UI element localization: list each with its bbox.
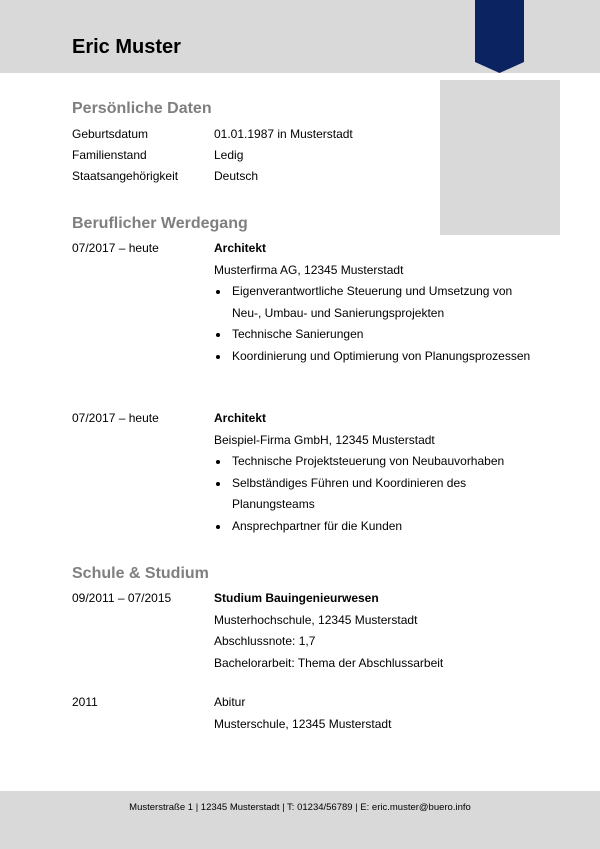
row-label: Staatsangehörigkeit bbox=[72, 169, 179, 183]
entry-position: Architekt bbox=[214, 241, 267, 255]
list-item: Technische Sanierungen bbox=[214, 324, 534, 346]
section-title-personal: Persönliche Daten bbox=[72, 100, 212, 117]
list-item: Ansprechpartner für die Kunden bbox=[214, 516, 534, 538]
entry-bullets bbox=[214, 451, 534, 537]
list-item: Koordinierung und Optimierung von Planungsprozessen bbox=[214, 346, 534, 368]
entry-school: Musterhochschule, 12345 Musterstadt bbox=[214, 612, 418, 627]
entry-bullets bbox=[214, 281, 534, 367]
entry-date: 09/2011 – 07/2015 bbox=[72, 591, 172, 605]
list-item: Technische Projektsteuerung von Neubauvorhaben bbox=[214, 451, 534, 473]
entry-company: Musterfirma AG, 12345 Musterstadt bbox=[214, 262, 404, 277]
footer-band bbox=[0, 791, 600, 849]
row-label: Geburtsdatum bbox=[72, 127, 149, 141]
entry-degree: Studium Bauingenieurwesen bbox=[214, 591, 379, 605]
row-value: Deutsch bbox=[214, 169, 259, 183]
section-title-career: Beruflicher Werdegang bbox=[72, 215, 248, 232]
photo-placeholder bbox=[440, 80, 560, 235]
row-value: 01.01.1987 in Musterstadt bbox=[214, 127, 353, 141]
list-item: Selbständiges Führen und Koordinieren des Planungsteams bbox=[214, 473, 534, 516]
entry-grade: Abschlussnote: 1,7 bbox=[214, 634, 316, 648]
section-title-education: Schule & Studium bbox=[72, 565, 209, 582]
footer-contact: Musterstraße 1 | 12345 Musterstadt | T: 01234/56789 | E: eric.muster@buero.info bbox=[129, 802, 471, 813]
entry-degree: Abitur bbox=[214, 695, 246, 709]
entry-date: 07/2017 – heute bbox=[72, 241, 159, 255]
person-name: Eric Muster bbox=[72, 36, 181, 58]
entry-date: 07/2017 – heute bbox=[72, 411, 159, 425]
bookmark-ribbon bbox=[475, 0, 524, 73]
entry-company: Beispiel-Firma GmbH, 12345 Musterstadt bbox=[214, 432, 435, 447]
entry-position: Architekt bbox=[214, 411, 267, 425]
entry-school: Musterschule, 12345 Musterstadt bbox=[214, 716, 392, 731]
entry-date: 2011 bbox=[72, 695, 98, 709]
row-value: Ledig bbox=[214, 148, 244, 162]
row-label: Familienstand bbox=[72, 148, 147, 162]
list-item: Eigenverantwortliche Steuerung und Umsetzung von Neu-, Umbau- und Sanierungsprojekten bbox=[214, 281, 534, 324]
entry-thesis: Bachelorarbeit: Thema der Abschlussarbeit bbox=[214, 655, 444, 670]
